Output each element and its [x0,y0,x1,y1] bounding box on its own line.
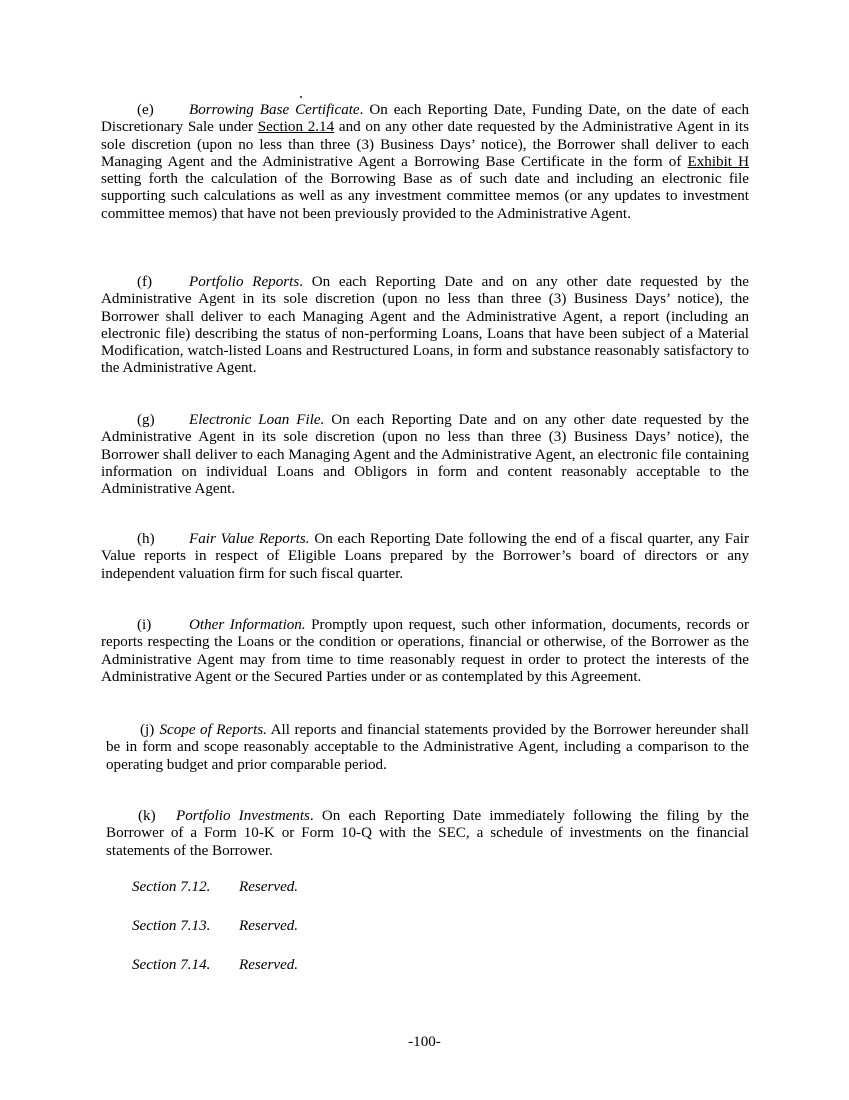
stray-mark [300,96,302,98]
paragraph-e-label: (e) [137,102,154,118]
section-title: Reserved. [239,879,299,895]
section-2-14-reference: Section 2.14 [257,119,335,136]
section-7-13 [132,918,298,935]
section-number: Section 7.14. [132,957,211,973]
paragraph-h [101,531,749,583]
paragraph-e [101,102,749,223]
paragraph-e-heading: Borrowing Base Certificate [189,102,360,118]
paragraph-i [101,617,749,686]
paragraph-h-label: (h) [137,531,155,547]
section-7-14 [132,957,298,974]
section-title: Reserved. [239,918,299,934]
paragraph-i-text: Promptly upon request, such other information, documents, records or reports respecting the Loans or the condition or operations, financial or otherwise, of the Borrower as the Administrative Agent may from time to time reasonably request in order to protect the interests of the Administrative Agent or the Secured Parties under or as contemplated by this Agreement. [101,617,749,685]
paragraph-k-heading: Portfolio Investments [176,808,310,824]
paragraph-j-heading: Scope of Reports. [159,722,267,738]
paragraph-i-label: (i) [137,617,152,633]
paragraph-h-heading: Fair Value Reports. [189,531,310,547]
paragraph-h-text: On each Reporting Date following the end of a fiscal quarter, any Fair Value reports in respect of Eligible Loans prepared by the Borrower’s board of directors or any independent valuation firm for such fiscal quarter. [101,531,749,582]
paragraph-g [101,412,749,498]
paragraph-j-label: (j) [140,722,155,738]
paragraph-i-heading: Other Information. [189,617,306,633]
paragraph-f-label: (f) [137,274,153,290]
paragraph-k-label: (k) [138,808,156,824]
section-number: Section 7.12. [132,879,211,895]
paragraph-g-heading: Electronic Loan File. [189,412,325,428]
paragraph-j [106,722,749,774]
paragraph-f [101,274,749,378]
paragraph-f-text: . On each Reporting Date and on any other date requested by the Administrative Agent in its sole discretion (upon no less than three (3) Business Days’ notice), the Borrower shall deliver to each Managing Agent and the Administrative Agent, a report (including an electronic file) describing the status of non-performing Loans, Loans that have been subject of a Material Modification, watch-listed Loans and Restructured Loans, in form and substance reasonably satisfactory to the Administrative Agent. [101,274,749,377]
paragraph-f-heading: Portfolio Reports [189,274,300,290]
section-title: Reserved. [239,957,299,973]
page-number: -100- [408,1034,441,1050]
paragraph-k [106,808,749,860]
paragraph-e-text-2: and on any other date requested by the Administrative Agent in its sole discretion (upon no less than three (3) Business Days’ notice), the Borrower shall deliver to each Managing Agent and the Administrative Agent a Borrowing Base Certificate in the form of [101,119,749,170]
section-number: Section 7.13. [132,918,211,934]
section-7-12 [132,879,298,896]
paragraph-e-text-1: . On each Reporting Date, Funding Date, on the date of each Discretionary Sale under [101,102,749,136]
exhibit-h-reference: Exhibit H [687,153,750,170]
paragraph-e-text-3: setting forth the calculation of the Borrowing Base as of such date and including an electronic file supporting such calculations as well as any investment committee memos (or any updates to investment committee memos) that have not been previously provided to the Administrative Agent. [101,171,749,222]
paragraph-g-label: (g) [137,412,155,428]
paragraph-j-text: All reports and financial statements provided by the Borrower hereunder shall be in form and scope reasonably acceptable to the Administrative Agent, including a comparison to the operating budget and prior comparable period. [106,722,749,773]
paragraph-k-text: . On each Reporting Date immediately following the filing by the Borrower of a Form 10-K or Form 10-Q with the SEC, a schedule of investments on the financial statements of the Borrower. [106,808,749,859]
paragraph-g-text: On each Reporting Date and on any other date requested by the Administrative Agent in its sole discretion (upon no less than three (3) Business Days’ notice), the Borrower shall deliver to each Managing Agent and the Administrative Agent, an electronic file containing information on individual Loans and Obligors in form and content reasonably acceptable to the Administrative Agent. [101,412,749,498]
